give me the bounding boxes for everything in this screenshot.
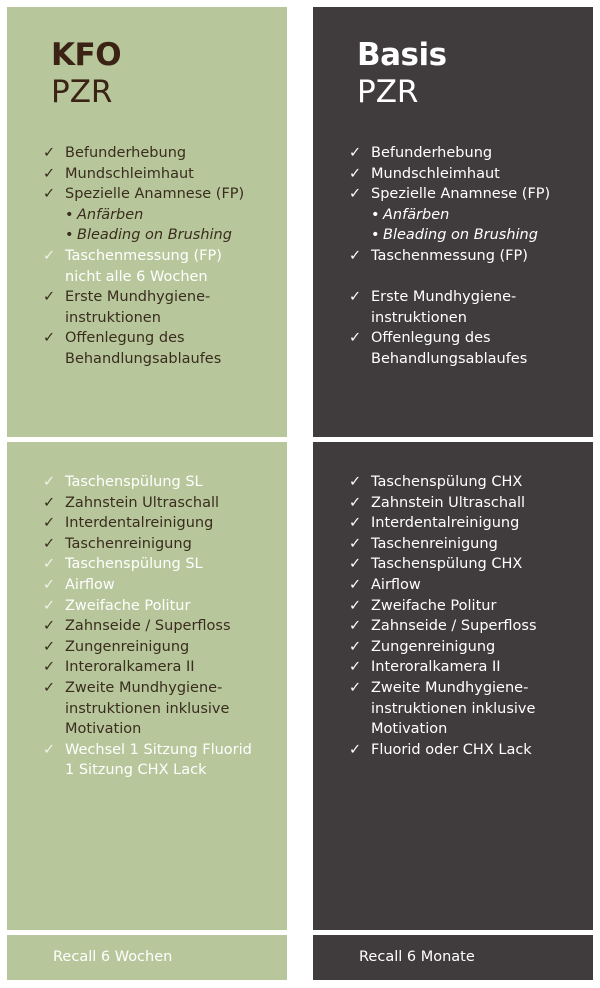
list-item [43,637,281,658]
list-item [43,246,281,287]
list-sub-item-text: Anfärben [77,206,144,223]
list-item [43,143,281,164]
list-item [349,554,587,575]
check-icon: ✓ [43,145,56,161]
basis-top-panel [313,7,593,437]
bullet-icon: • [371,206,380,223]
list-item-text: Taschenmessung (FP) [371,247,528,264]
check-icon: ✓ [349,165,362,182]
list-item-text: 1 Sitzung CHX Lack [65,762,207,779]
list-sub-item [349,205,587,226]
list-item [43,678,281,740]
basis-second-list [349,472,587,760]
list-item [349,534,587,555]
list-item [349,637,587,658]
list-sub-item [349,225,587,246]
list-item-text: Zungenreinigung [371,638,496,655]
list-item-text: Offenlegung des [65,330,185,347]
list-item-text: instruktionen inklusive [65,700,230,717]
check-icon: ✓ [43,638,56,655]
list-item-text: Mundschleimhaut [65,165,194,182]
list-item [43,534,281,555]
check-icon: ✓ [349,515,362,532]
check-icon: ✓ [349,535,362,552]
check-icon: ✓ [349,289,362,306]
list-item-text: instruktionen [371,309,467,326]
list-item [43,740,281,781]
kfo-first-list [43,143,281,370]
list-item [349,184,587,205]
check-icon: ✓ [349,679,362,696]
list-item [43,616,281,637]
list-item-text: Zahnstein Ultraschall [371,494,526,511]
check-icon: ✓ [43,494,56,511]
list-item-text: Airflow [65,576,115,593]
list-sub-item-text: Bleading on Brushing [77,227,232,244]
basis-title: Basis [357,37,447,73]
list-item-text: Zahnseide / Superfloss [371,618,537,635]
list-item [349,740,587,761]
list-item [349,513,587,534]
list-item-text: Airflow [371,576,421,593]
list-item-text: instruktionen inklusive [371,700,536,717]
list-sub-item [43,205,281,226]
basis-subtitle: PZR [357,74,419,110]
list-item [43,657,281,678]
list-item-text: Taschenspülung CHX [371,474,523,490]
check-icon: ✓ [349,145,362,161]
list-item-text: Zahnseide / Superfloss [65,618,231,635]
list-item-text: Taschenspülung SL [65,556,203,573]
check-icon: ✓ [43,576,56,593]
list-item [43,184,281,205]
list-item-text: nicht alle 6 Wochen [65,268,208,285]
list-item [43,328,281,369]
list-item [43,493,281,514]
list-item-text: Erste Mundhygiene- [371,289,517,306]
check-icon: ✓ [43,659,56,676]
list-item-text: Offenlegung des [371,330,491,347]
check-icon: ✓ [349,638,362,655]
list-item-text: Spezielle Anamnese (FP) [65,186,245,203]
list-sub-item [43,225,281,246]
check-icon: ✓ [43,741,56,758]
bullet-icon: • [65,227,74,244]
check-icon: ✓ [349,330,362,347]
list-item [349,472,587,493]
list-item-text: Behandlungsablaufes [65,350,222,367]
list-item-text: Taschenreinigung [371,535,498,552]
list-sub-item-text: Bleading on Brushing [383,227,538,244]
list-item [349,328,587,369]
list-item [349,596,587,617]
list-item-text: Spezielle Anamnese (FP) [371,186,551,203]
list-item-text: Erste Mundhygiene- [65,289,211,306]
check-icon: ✓ [43,597,56,614]
check-icon: ✓ [43,186,56,203]
list-item [349,287,587,328]
check-icon: ✓ [349,597,362,614]
check-icon: ✓ [349,659,362,676]
check-icon: ✓ [349,576,362,593]
check-icon: ✓ [43,515,56,532]
list-item-text: Zweite Mundhygiene- [371,679,529,696]
list-item-text: Befunderhebung [65,145,187,161]
list-item [349,678,587,740]
list-sub-item-text: Anfärben [383,206,450,223]
list-item-text: Motivation [65,721,142,738]
list-item-text: Interoralkamera II [65,659,195,676]
list-item-text: Taschenspülung SL [65,474,203,490]
check-icon: ✓ [43,474,56,490]
list-item [349,143,587,164]
list-item [349,616,587,637]
list-item-text: Fluorid oder CHX Lack [371,741,532,758]
list-item-text: Interdentalreinigung [65,515,214,532]
check-icon: ✓ [349,556,362,573]
check-icon: ✓ [349,247,362,264]
basis-middle-panel [313,442,593,930]
list-spacer [349,267,587,288]
check-icon: ✓ [43,247,56,264]
list-item [349,246,587,267]
list-item-text: Interoralkamera II [371,659,501,676]
kfo-top-panel [7,7,287,437]
basis-title-block [357,37,447,111]
list-item-text: Wechsel 1 Sitzung Fluorid [65,741,252,758]
list-item [349,575,587,596]
check-icon: ✓ [43,556,56,573]
list-item [43,596,281,617]
list-item [43,513,281,534]
list-item-text: instruktionen [65,309,161,326]
list-item [43,287,281,328]
check-icon: ✓ [43,330,56,347]
check-icon: ✓ [349,494,362,511]
list-item [349,164,587,185]
check-icon: ✓ [349,186,362,203]
kfo-recall: Recall 6 Wochen [53,949,173,965]
list-item-text: Mundschleimhaut [371,165,500,182]
list-item-text: Motivation [371,721,448,738]
kfo-middle-panel [7,442,287,930]
list-item-text: Zungenreinigung [65,638,190,655]
list-item [43,575,281,596]
list-item-text: Taschenreinigung [65,535,192,552]
check-icon: ✓ [349,741,362,758]
check-icon: ✓ [43,289,56,306]
basis-recall: Recall 6 Monate [359,949,475,965]
list-item-text: Zweite Mundhygiene- [65,679,223,696]
check-icon: ✓ [43,679,56,696]
list-item [43,554,281,575]
list-item-text: Zweifache Politur [371,597,497,614]
bullet-icon: • [65,206,74,223]
kfo-second-list [43,472,281,781]
kfo-subtitle: PZR [51,74,113,110]
basis-recall-panel [313,935,593,980]
check-icon: ✓ [349,474,362,490]
check-icon: ✓ [43,535,56,552]
check-icon: ✓ [43,165,56,182]
list-item [43,472,281,493]
list-item-text: Interdentalreinigung [371,515,520,532]
list-item [349,657,587,678]
list-item-text: Taschenspülung CHX [371,556,523,573]
list-item-text: Befunderhebung [371,145,493,161]
bullet-icon: • [371,227,380,244]
list-item-text: Zweifache Politur [65,597,191,614]
check-icon: ✓ [349,618,362,635]
list-item [349,493,587,514]
basis-first-list [349,143,587,370]
list-item-text: Behandlungsablaufes [371,350,528,367]
check-icon: ✓ [43,618,56,635]
kfo-title: KFO [51,37,122,73]
list-item-text: Taschenmessung (FP) [65,247,222,264]
list-item [43,164,281,185]
kfo-title-block [51,37,121,111]
list-item-text: Zahnstein Ultraschall [65,494,220,511]
kfo-recall-panel [7,935,287,980]
